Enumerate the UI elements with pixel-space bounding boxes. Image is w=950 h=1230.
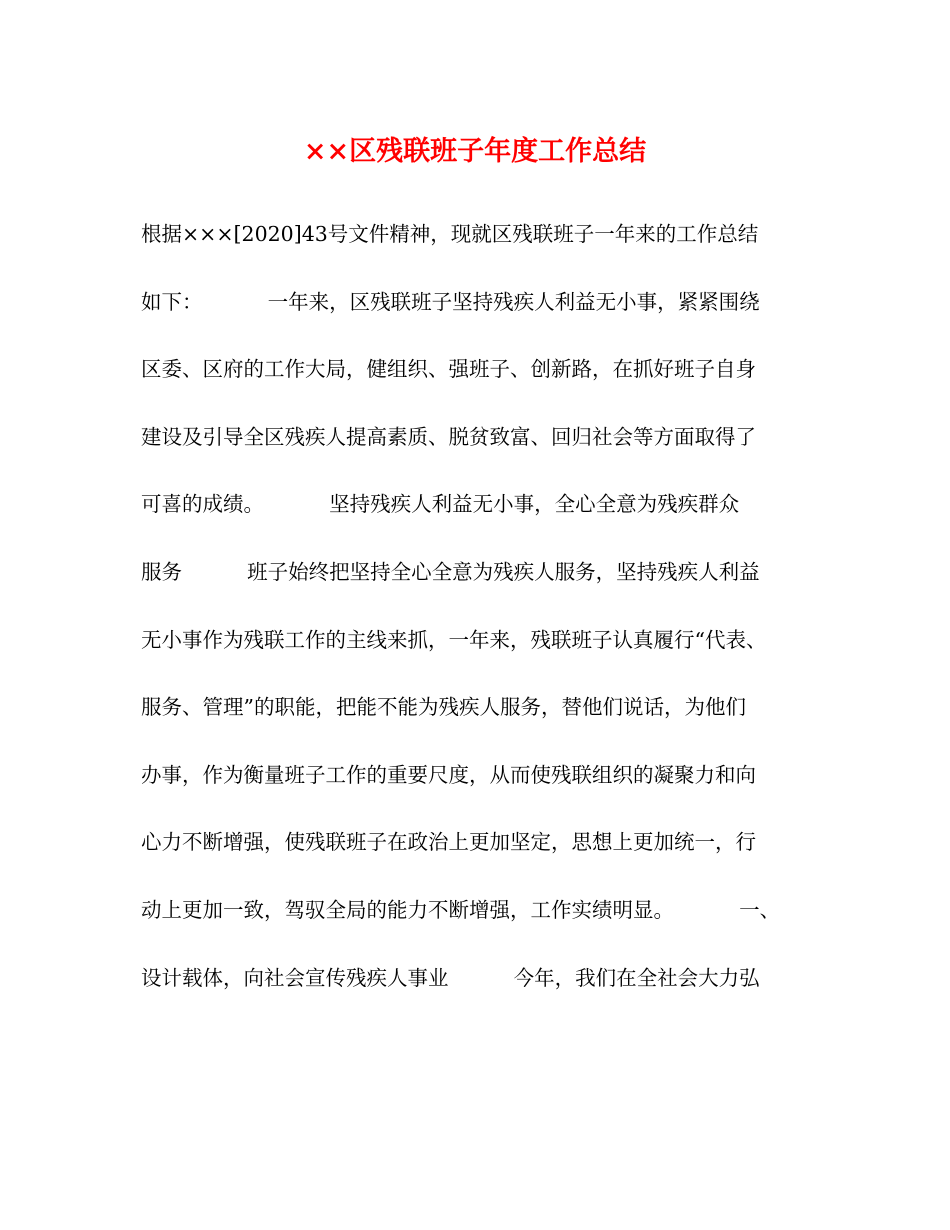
document-body: [141, 218, 841, 1029]
body-line: 无小事作为残联工作的主线来抓，一年来，残联班子认真履行“代表、: [141, 627, 767, 652]
body-line: 可喜的成绩。 坚持残疾人利益无小事，全心全意为残疾群众: [141, 492, 740, 517]
body-line: 服务、管理”的职能，把能不能为残疾人服务，替他们说话，为他们: [141, 695, 746, 720]
body-line: 如下： 一年来，区残联班子坚持残疾人利益无小事，紧紧围绕: [141, 289, 760, 314]
body-line: 动上更加一致，驾驭全局的能力不断增强，工作实绩明显。 一、: [141, 897, 781, 922]
body-line: 根据×××[2020]43号文件精神，现就区残联班子一年来的工作总结: [141, 222, 759, 246]
body-line: 服务 班子始终把坚持全心全意为残疾人服务，坚持残疾人利益: [141, 559, 760, 584]
body-line: 设计载体，向社会宣传残疾人事业 今年，我们在全社会大力弘: [141, 965, 760, 990]
body-line: 区委、区府的工作大局，健组织、强班子、创新路，在抓好班子自身: [141, 357, 756, 382]
body-line: 心力不断增强，使残联班子在政治上更加坚定，思想上更加统一，行: [141, 830, 756, 855]
document-title: ××区残联班子年度工作总结: [303, 136, 647, 167]
body-line: 办事，作为衡量班子工作的重要尺度，从而使残联组织的凝聚力和向: [141, 762, 756, 787]
body-line: 建设及引导全区残疾人提高素质、脱贫致富、回归社会等方面取得了: [141, 424, 756, 449]
